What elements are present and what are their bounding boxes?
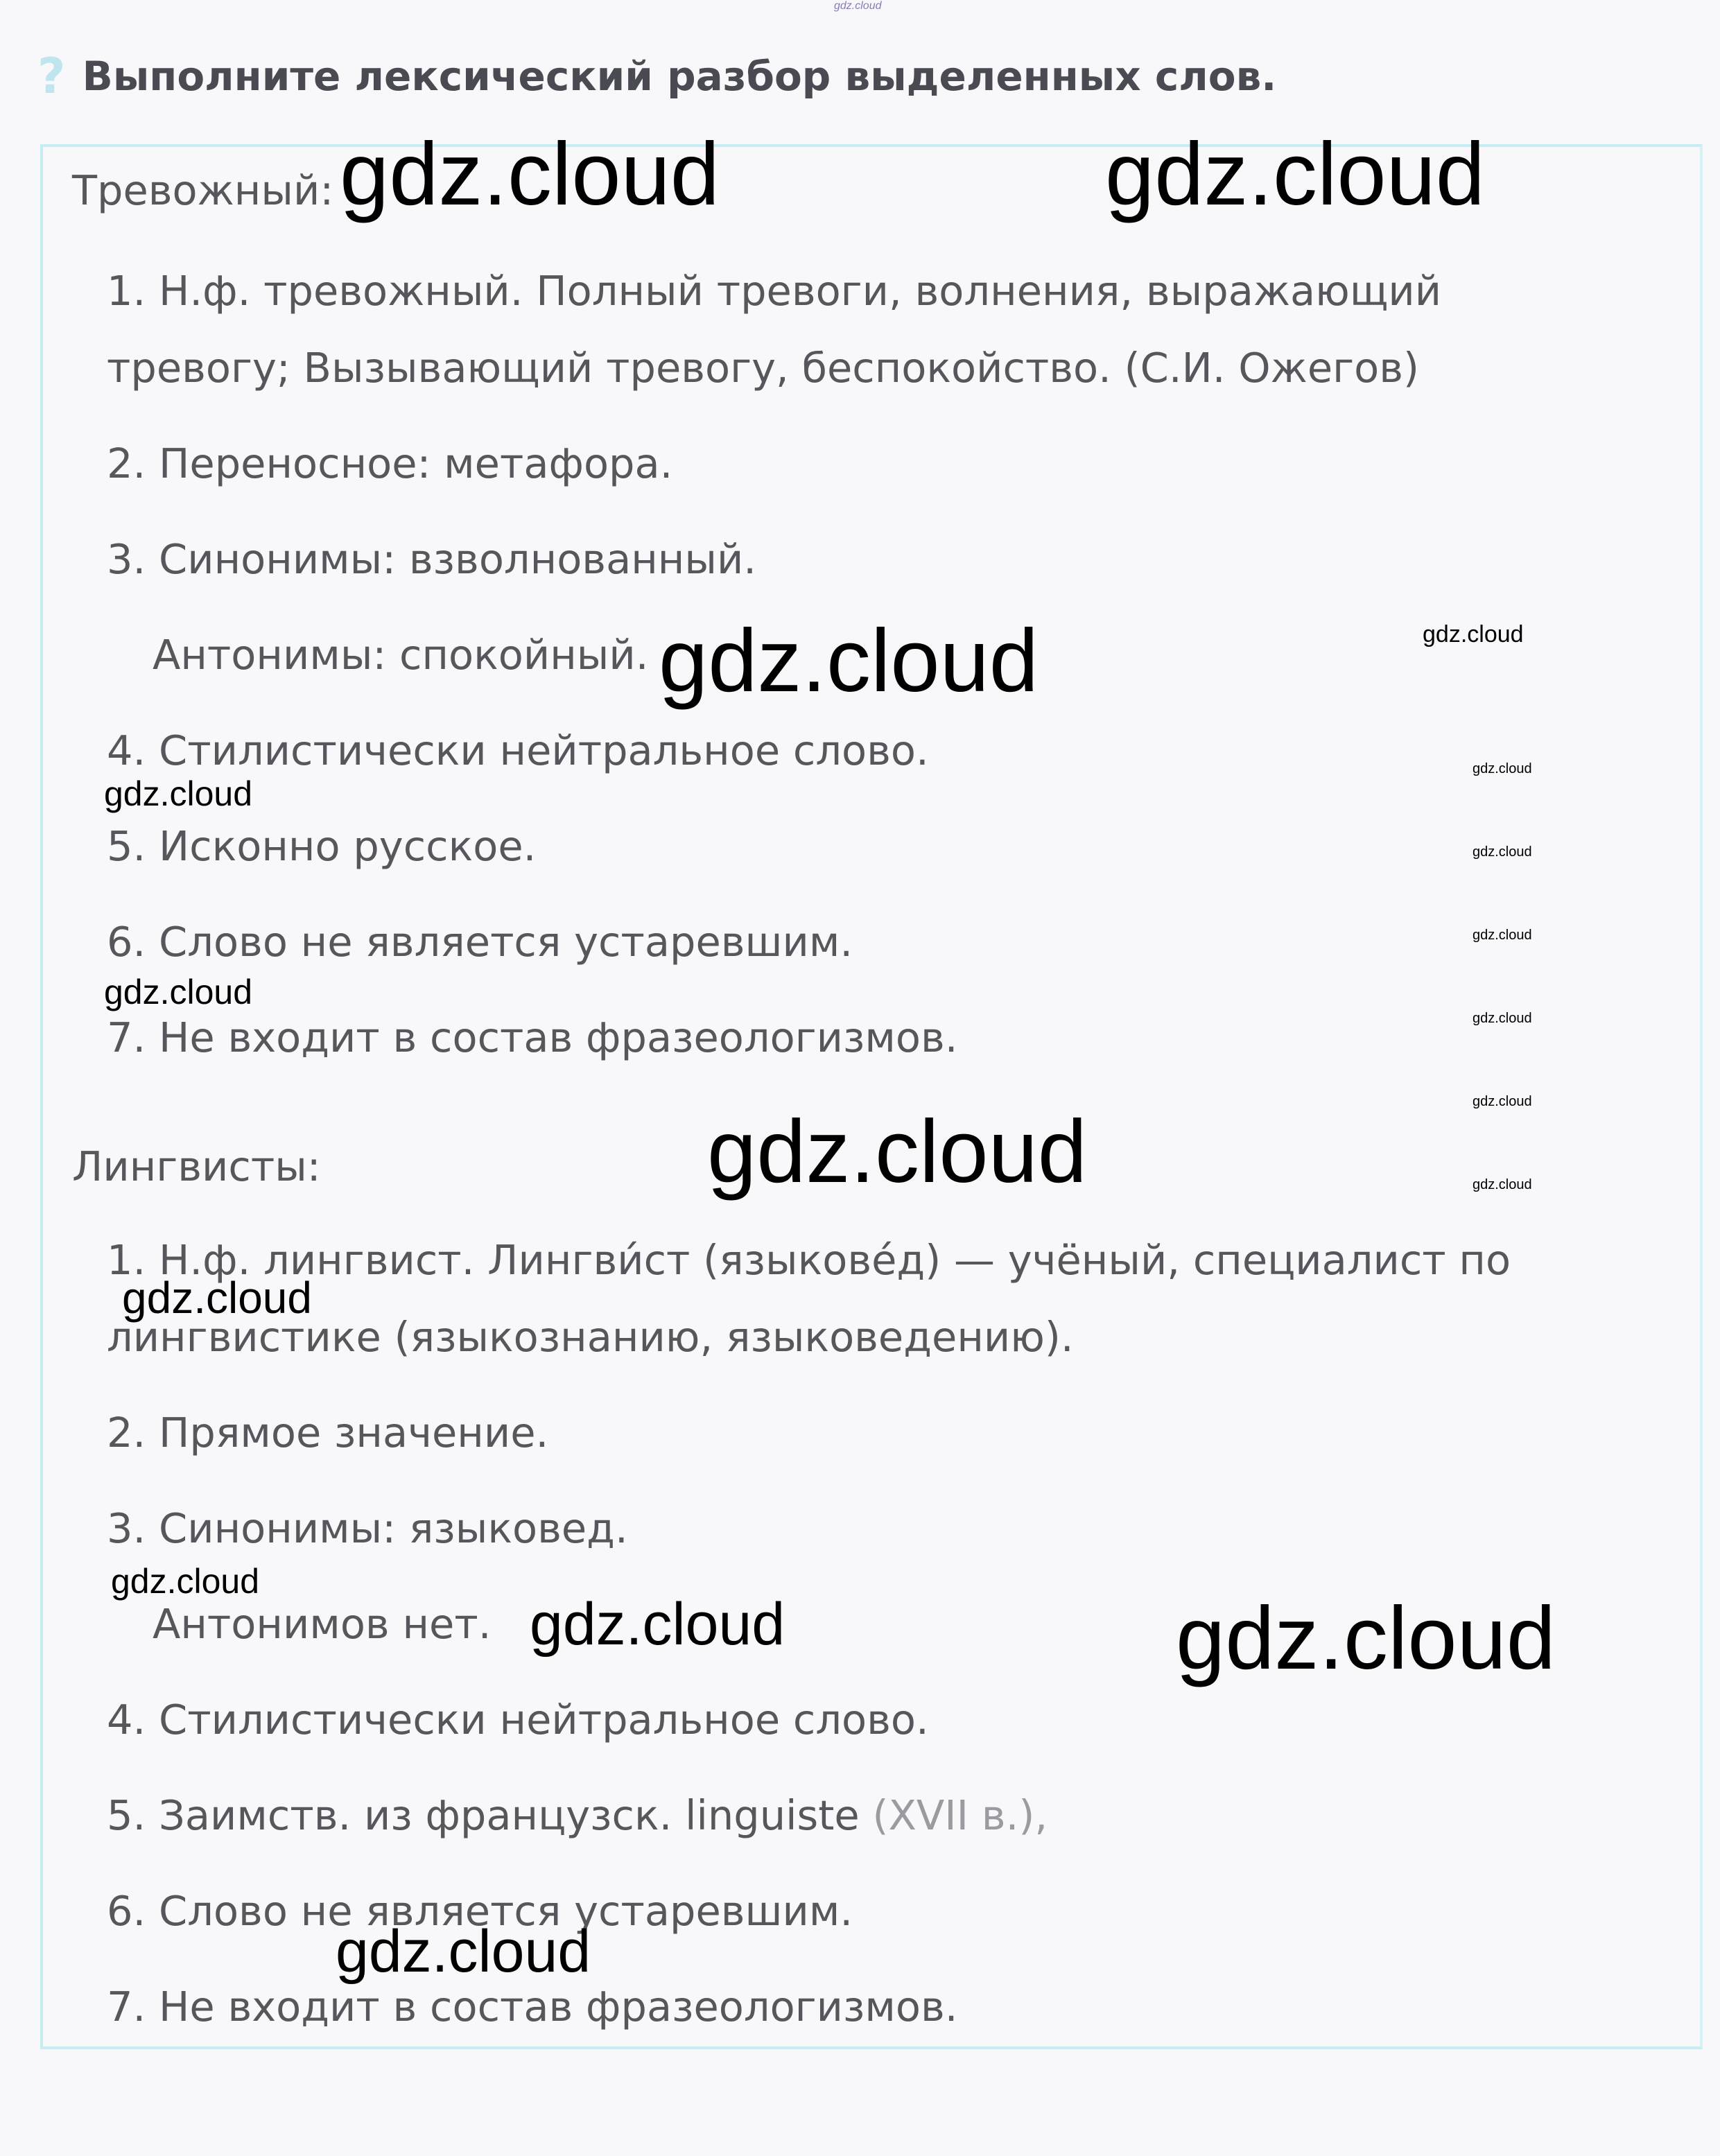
- answer-line: 7. Не входит в состав фразеологизмов.: [107, 1983, 958, 2031]
- watermark: gdz.cloud: [104, 774, 253, 813]
- watermark: gdz.cloud: [1473, 844, 1532, 860]
- watermark: gdz.cloud: [1105, 125, 1485, 224]
- question-title: Выполните лексический разбор выделенных слов.: [82, 53, 1277, 100]
- answer-line: 3. Синонимы: взволнованный.: [107, 535, 757, 583]
- watermark: gdz.cloud: [1423, 621, 1524, 647]
- watermark: gdz.cloud: [659, 611, 1039, 711]
- answer-line: 1. Н.ф. лингвист. Лингви́ст (языкове́д) — учёный, специалист по: [107, 1236, 1511, 1284]
- borrowing-text: 5. Заимств. из французск. linguiste: [107, 1791, 860, 1839]
- top-watermark: gdz.cloud: [834, 0, 882, 12]
- answer-line: 4. Стилистически нейтральное слово.: [107, 727, 929, 774]
- watermark: gdz.cloud: [336, 1918, 591, 1985]
- century-note: (XVII в.),: [872, 1791, 1048, 1839]
- watermark: gdz.cloud: [1473, 1177, 1532, 1192]
- answer-line: лингвистике (языкознанию, языковедению).: [107, 1313, 1074, 1361]
- watermark: gdz.cloud: [1473, 928, 1532, 943]
- watermark: gdz.cloud: [530, 1591, 785, 1658]
- answer-line: 2. Переносное: метафора.: [107, 440, 673, 487]
- watermark: gdz.cloud: [340, 125, 720, 224]
- answer-line: тревогу; Вызывающий тревогу, беспокойство. (С.И. Ожегов): [107, 344, 1420, 392]
- answer-line: 3. Синонимы: языковед.: [107, 1504, 628, 1552]
- answer-panel: [40, 144, 1703, 2049]
- watermark: gdz.cloud: [111, 1562, 260, 1601]
- answer-line: [107, 1791, 1048, 1839]
- section-heading-lingvisty: Лингвисты:: [72, 1142, 321, 1190]
- watermark: gdz.cloud: [1176, 1589, 1556, 1688]
- answer-line: Антонимов нет.: [153, 1600, 492, 1648]
- watermark: gdz.cloud: [104, 973, 253, 1011]
- answer-line: 6. Слово не является устаревшим.: [107, 1887, 853, 1935]
- answer-line: 7. Не входит в состав фразеологизмов.: [107, 1014, 958, 1061]
- answer-line: 4. Стилистически нейтральное слово.: [107, 1696, 929, 1744]
- answer-line: 6. Слово не является устаревшим.: [107, 918, 853, 966]
- answer-line: 2. Прямое значение.: [107, 1409, 549, 1457]
- answer-line: 5. Исконно русское.: [107, 822, 537, 870]
- watermark: gdz.cloud: [1473, 1011, 1532, 1026]
- answer-line: Антонимы: спокойный.: [153, 631, 649, 679]
- answer-line: 1. Н.ф. тревожный. Полный тревоги, волнения, выражающий: [107, 267, 1442, 315]
- watermark: gdz.cloud: [1473, 761, 1532, 776]
- question-icon: ?: [37, 48, 66, 105]
- question-header: [37, 49, 1276, 104]
- section-heading-trevozhny: Тревожный:: [72, 166, 334, 214]
- watermark: gdz.cloud: [1473, 1094, 1532, 1109]
- watermark: gdz.cloud: [707, 1102, 1087, 1201]
- watermark: gdz.cloud: [122, 1273, 312, 1323]
